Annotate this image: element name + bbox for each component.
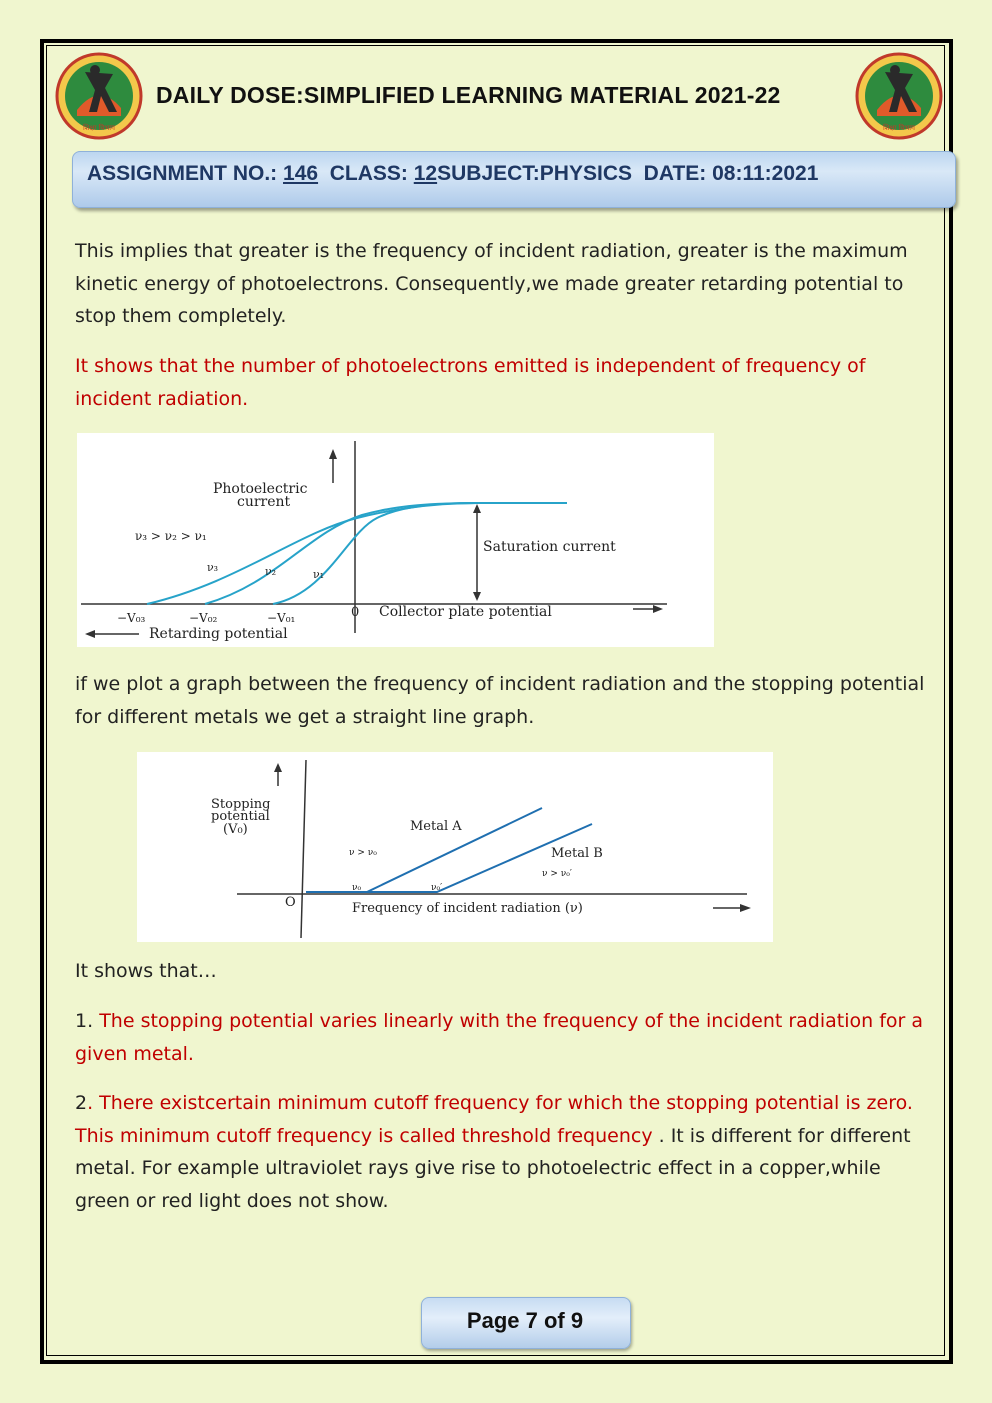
condition-b: ν > ν₀′ [542, 869, 572, 879]
assignment-number: 146 [283, 162, 319, 185]
class-number: 12 [413, 162, 438, 185]
frequency-relation: ν₃ > ν₂ > ν₁ [135, 529, 207, 543]
y-label-line2: current [237, 494, 291, 510]
tick-origin: 0 [351, 605, 360, 620]
assignment-info [87, 162, 818, 186]
x-label-retarding: Retarding potential [149, 626, 288, 642]
curve-nu1 [273, 503, 477, 604]
stopping-potential-graph [137, 752, 773, 942]
page-number: Page 7 of 9 [466, 1308, 584, 1333]
list-item-linear [75, 1005, 925, 1070]
subject-label: SUBJECT:PHYSICS [437, 162, 632, 185]
paragraph-kinetic-energy: This implies that greater is the frequency of incident radiation, greater is the maximum kinetic energy of photoelectrons. Consequently,we made greater retarding potential to stop them completely. [75, 240, 908, 327]
condition-a: ν > ν₀ [349, 848, 377, 858]
tick-v02: −V₀₂ [189, 611, 218, 625]
retarding-arrow-head [85, 630, 95, 638]
threshold-b: ν₀′ [431, 883, 443, 893]
curve-label-nu3: ν₃ [207, 561, 219, 574]
x-right-arrow-head [653, 605, 663, 613]
saturation-arrow-top [473, 504, 481, 513]
y-axis [301, 760, 306, 938]
saturation-current-label: Saturation current [483, 539, 616, 555]
svg-text:शिक्षा विभाग: शिक्षा विभाग [82, 124, 116, 132]
svg-text:शिक्षा विभाग: शिक्षा विभाग [882, 124, 916, 132]
metal-b-label: Metal B [551, 846, 603, 861]
paragraph-it-shows: It shows that… [75, 960, 217, 982]
saturation-arrow-bottom [473, 592, 481, 601]
list-item-threshold [75, 1087, 925, 1217]
list-item-text: The stopping potential varies linearly with the frequency of the incident radiation for a given metal. [75, 1010, 924, 1065]
list-item-number: 2 [75, 1092, 88, 1114]
y-label-line1: Stopping [211, 797, 271, 812]
assignment-label: ASSIGNMENT NO.: [87, 162, 278, 185]
date-label: DATE: 08:11:2021 [643, 162, 819, 185]
tick-v01: −V₀₁ [267, 611, 296, 625]
photoelectric-current-graph [77, 433, 714, 647]
list-item-text-rest: . It is different for different metal. For example ultraviolet rays give rise to photoelectric effect in a copper,while green or red light does not show. [75, 1124, 911, 1212]
y-label-line3: (V₀) [223, 822, 248, 837]
paragraph-independence: It shows that the number of photoelectrons emitted is independent of frequency of incident radiation. [75, 355, 866, 410]
paragraph-straight-line: if we plot a graph between the frequency of incident radiation and the stopping potential for different metals we get a straight line graph. [75, 673, 925, 728]
y-label-line1: Photoelectric [213, 481, 308, 497]
x-label-frequency: Frequency of incident radiation (ν) [352, 901, 583, 916]
y-arrow-head [329, 449, 337, 459]
list-item-text-red: . There existcertain minimum cutoff frequency for which the stopping potential is zero. This minimum cutoff frequency is called threshold frequency [75, 1092, 913, 1147]
y-arrow-head [274, 763, 282, 772]
threshold-a: ν₀ [352, 883, 362, 893]
curve-label-nu2: ν₂ [265, 565, 277, 578]
x-arrow-head [740, 904, 751, 912]
department-logo-right [855, 52, 943, 140]
department-logo-left [55, 52, 143, 140]
class-label: CLASS: [329, 162, 408, 185]
y-label-line2: potential [211, 809, 270, 824]
origin-label: O [285, 895, 296, 910]
metal-a-label: Metal A [410, 819, 462, 834]
page-header-title: DAILY DOSE:SIMPLIFIED LEARNING MATERIAL 2021-22 [156, 82, 781, 108]
curve-label-nu1: ν₁ [313, 568, 325, 581]
x-label-collector: Collector plate potential [379, 604, 552, 620]
tick-v03: −V₀₃ [117, 611, 146, 625]
list-item-number: 1. [75, 1010, 94, 1032]
